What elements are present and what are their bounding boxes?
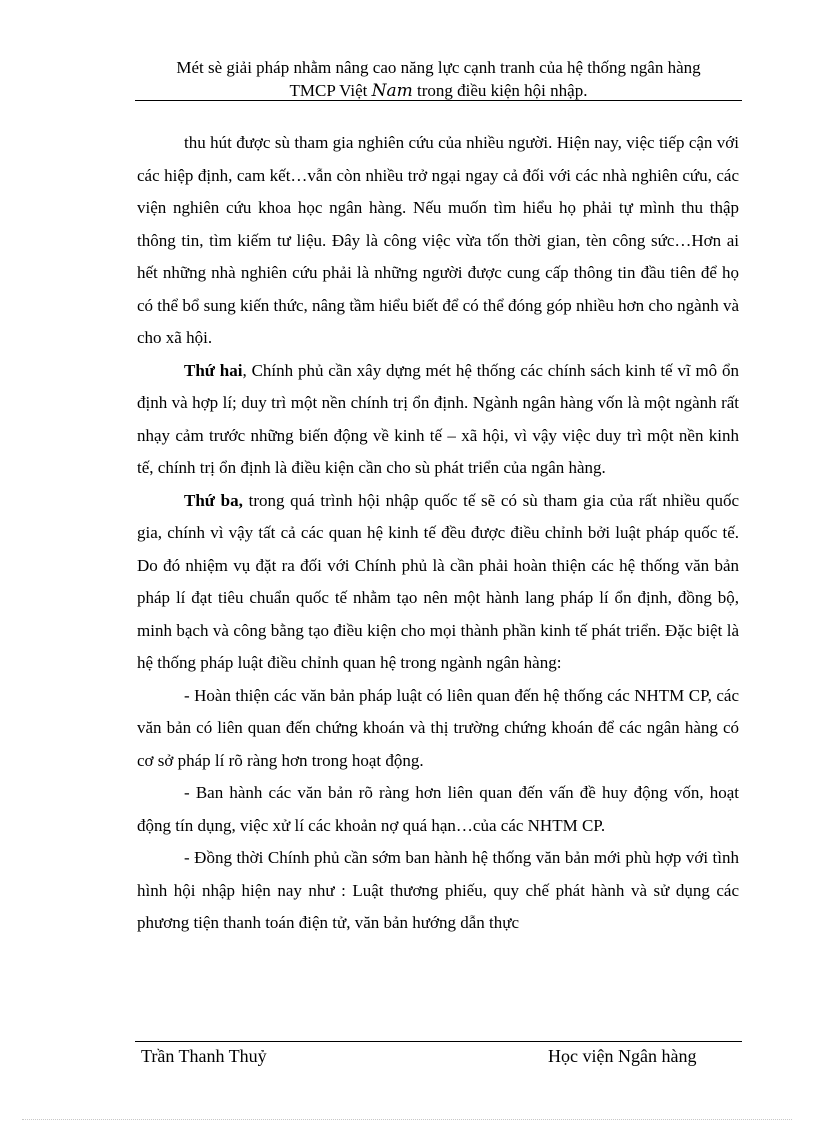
footer-divider (135, 1041, 742, 1042)
paragraph-2-lead: Thứ hai (184, 360, 243, 380)
page-header (135, 56, 742, 103)
header-divider (135, 100, 742, 101)
paragraph-3-lead: Thứ ba, (184, 490, 243, 510)
footer-author: Trần Thanh Thuỷ (141, 1046, 267, 1066)
dash-item-3: - Đồng thời Chính phủ cần sớm ban hành hệ thống văn bản mới phù hợp với tình hình hội nhập hiện nay như : Luật thương phiếu, quy chế phát hành và sử dụng các phương tiện thanh toán điện tử, văn bản hướng dẫn thực (137, 848, 739, 932)
paragraph-1: thu hút được sù tham gia nghiên cứu của nhiều người. Hiện nay, việc tiếp cận với các hiệp định, cam kết…vẫn còn nhiều trở ngại ngay cả đối với các nhà nghiên cứu, các viện nghiên cứu khoa học ngân hàng. Nếu muốn tìm hiểu họ phải tự mình thu thập thông tin, tìm kiếm tư liệu. Đây là công việc vừa tốn thời gian, tèn công sức…Hơn ai hết những nhà nghiên cứu phải là những người được cung cấp thông tin đầu tiên để họ có thể bổ sung kiến thức, nâng tầm hiểu biết để có thể đóng góp nhiều hơn cho ngành và cho xã hội. (137, 133, 739, 347)
paragraph-3-text: trong quá trình hội nhập quốc tế sẽ có sù tham gia của rất nhiều quốc gia, chính vì vậy tất cả các quan hệ kinh tế đều được điều chỉnh bởi luật pháp quốc tế. Do đó nhiệm vụ đặt ra đối với Chính phủ là cần phải hoàn thiện các hệ thống văn bản pháp lí đạt tiêu chuẩn quốc tế nhằm tạo nên một hành lang pháp lí ổn định, đồng bộ, minh bạch và công bằng tạo điều kiện cho mọi thành phần kinh tế phát triển. Đặc biệt là hệ thống pháp luật điều chỉnh quan hệ trong ngành ngân hàng: (137, 490, 740, 672)
footer-institution: Học viện Ngân hàng (548, 1046, 697, 1066)
paragraph-2 (137, 355, 739, 485)
paragraph-3 (137, 485, 739, 680)
dash-item-1: - Hoàn thiện các văn bản pháp luật có liên quan đến hệ thống các NHTM CP, các văn bản có liên quan đến chứng khoán và thị trường chứng khoán để các ngân hàng có cơ sở pháp lí rõ ràng hơn trong hoạt động. (137, 685, 739, 770)
document-body (137, 127, 739, 940)
header-line2-pre: TMCP Việt (289, 81, 372, 100)
header-title-line1: Mét sè giải pháp nhằm nâng cao năng lực cạnh tranh của hệ thống ngân hàng (176, 58, 701, 77)
dash-item-2: - Ban hành các văn bản rõ ràng hơn liên quan đến vấn đề huy động vốn, hoạt động tín dụng, việc xử lí các khoản nợ quá hạn…của các NHTM CP. (137, 783, 739, 835)
paragraph-2-text: , Chính phủ cần xây dựng mét hệ thống các chính sách kinh tế vĩ mô ổn định và hợp lí; duy trì một nền chính trị ổn định. Ngành ngân hàng vốn là một ngành rất nhạy cảm trước những biến động về kinh tế – xã hội, vì vậy việc duy trì một nền kinh tế, chính trị ổn định là điều kiện cần cho sù phát triển của ngân hàng. (137, 360, 739, 477)
page-edge-divider (22, 1119, 792, 1120)
header-line2-nam: Nam (371, 81, 413, 101)
header-line2-post: trong điều kiện hội nhập. (412, 81, 588, 100)
